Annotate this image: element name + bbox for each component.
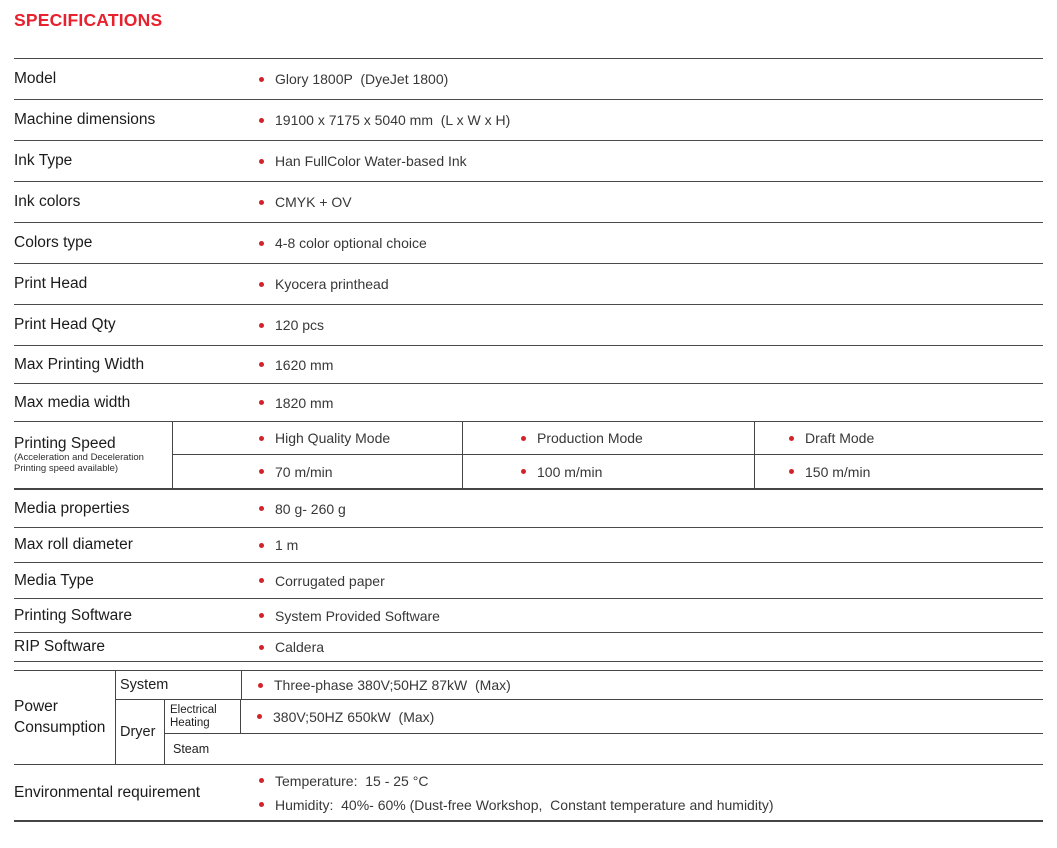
mode-label: Draft Mode xyxy=(805,430,875,446)
row-value xyxy=(259,112,510,128)
row-value xyxy=(259,537,298,553)
row-value xyxy=(259,71,448,87)
row-label: Max roll diameter xyxy=(14,536,133,553)
bullet-icon xyxy=(789,469,794,474)
table-row-printing-software xyxy=(14,599,1043,633)
table-row-model xyxy=(14,59,1043,100)
bullet-icon xyxy=(259,469,264,474)
row-value-text: 80 g- 260 g xyxy=(275,500,346,517)
electrical-heating-value: 380V;50HZ 650kW (Max) xyxy=(273,708,435,725)
table-row-ink-colors xyxy=(14,182,1043,223)
system-value-cell xyxy=(241,671,1043,699)
system-label: System xyxy=(120,677,169,693)
temperature-value: Temperature: 15 - 25 °C xyxy=(275,772,429,789)
temperature-line xyxy=(259,773,774,789)
row-value-text: Kyocera printhead xyxy=(275,276,389,292)
bullet-icon xyxy=(789,436,794,441)
table-row-max-media-width xyxy=(14,384,1043,422)
row-label: Max Printing Width xyxy=(14,355,145,373)
row-label: Max media width xyxy=(14,393,131,411)
printing-speed-grid xyxy=(172,422,1043,488)
row-label: Media properties xyxy=(14,499,130,517)
bullet-icon xyxy=(259,778,264,783)
power-system-row xyxy=(116,671,1043,700)
bullet-icon xyxy=(259,802,264,807)
mode-cell-production xyxy=(462,422,754,454)
speed-value: 150 m/min xyxy=(805,463,871,480)
printing-speed-values-row xyxy=(172,455,1043,488)
row-label: Ink Type xyxy=(14,152,73,169)
table-row-rip-software xyxy=(14,633,1043,662)
bullet-icon xyxy=(259,118,264,123)
power-consumption-grid xyxy=(115,671,1043,764)
row-value-text: System Provided Software xyxy=(275,607,440,624)
row-value xyxy=(259,608,440,624)
row-value xyxy=(259,235,427,251)
printing-speed-row xyxy=(14,422,1043,490)
table-row-max-printing-width xyxy=(14,346,1043,384)
page-title: SPECIFICATIONS xyxy=(14,10,163,30)
table-row-media-type xyxy=(14,563,1043,599)
row-value xyxy=(259,395,333,411)
speed-cell-production xyxy=(462,455,754,488)
row-value xyxy=(259,317,324,333)
bullet-icon xyxy=(521,469,526,474)
power-consumption-label: Power Consumption xyxy=(14,697,106,736)
bullet-icon xyxy=(259,400,264,405)
table-row-ink-type xyxy=(14,141,1043,182)
bullet-icon xyxy=(258,683,263,688)
row-value-text: 19100 x 7175 x 5040 mm (L x W x H) xyxy=(275,112,511,128)
bullet-icon xyxy=(259,323,264,328)
row-value xyxy=(259,573,385,589)
printing-speed-label: Printing Speed xyxy=(14,435,116,453)
row-value-text: Glory 1800P (DyeJet 1800) xyxy=(275,71,449,87)
table-row-print-head-qty xyxy=(14,305,1043,346)
row-label: Environmental requirement xyxy=(14,783,201,801)
dryer-sub-grid xyxy=(164,700,1043,764)
row-label: Print Head xyxy=(14,275,88,292)
bullet-icon xyxy=(259,613,264,618)
row-value-text: Han FullColor Water-based Ink xyxy=(275,153,467,169)
row-value-text: 120 pcs xyxy=(275,317,325,333)
power-consumption-row xyxy=(14,670,1043,765)
row-value-text: 1820 mm xyxy=(275,394,334,411)
row-value-text: Corrugated paper xyxy=(275,572,385,589)
bullet-icon xyxy=(259,200,264,205)
environmental-values xyxy=(259,773,774,813)
row-value xyxy=(259,194,352,210)
row-value xyxy=(259,357,333,373)
electrical-heating-label: Electrical Heating xyxy=(170,703,217,729)
speed-value: 70 m/min xyxy=(275,463,333,480)
row-label: Ink colors xyxy=(14,193,81,210)
table-row-print-head xyxy=(14,264,1043,305)
bullet-icon xyxy=(257,714,262,719)
electrical-heating-value-cell xyxy=(240,700,1043,733)
speed-cell-high-quality xyxy=(172,455,462,488)
speed-cell-draft xyxy=(754,455,1043,488)
row-label: Media Type xyxy=(14,571,94,589)
bullet-icon xyxy=(259,506,264,511)
table-row-machine-dimensions xyxy=(14,100,1043,141)
mode-cell-draft xyxy=(754,422,1043,454)
dryer-label: Dryer xyxy=(120,724,156,740)
bullet-icon xyxy=(259,362,264,367)
mode-cell-high-quality xyxy=(172,422,462,454)
row-label: Printing Software xyxy=(14,606,133,624)
table-row-max-roll-diameter xyxy=(14,528,1043,563)
mode-label: Production Mode xyxy=(537,430,643,446)
row-label: Model xyxy=(14,70,57,87)
bullet-icon xyxy=(259,645,264,650)
bullet-icon xyxy=(259,436,264,441)
table-row-media-properties xyxy=(14,490,1043,528)
row-value-text: 1 m xyxy=(275,537,299,553)
mode-label: High Quality Mode xyxy=(275,430,391,446)
printing-speed-sublabel: (Acceleration and Deceleration Printing speed available) xyxy=(14,452,144,474)
row-value-text: 4-8 color optional choice xyxy=(275,235,427,251)
row-value xyxy=(259,153,467,169)
row-label: Colors type xyxy=(14,234,93,251)
row-label: RIP Software xyxy=(14,638,106,655)
humidity-line xyxy=(259,797,774,813)
humidity-value: Humidity: 40%- 60% (Dust-free Workshop, Constant temperature and humidity) xyxy=(275,796,774,813)
bullet-icon xyxy=(259,282,264,287)
bullet-icon xyxy=(259,241,264,246)
row-value xyxy=(259,501,346,517)
bullet-icon xyxy=(259,77,264,82)
power-dryer-rows xyxy=(116,700,1043,764)
bullet-icon xyxy=(259,543,264,548)
row-value xyxy=(259,276,389,292)
system-value: Three-phase 380V;50HZ 87kW (Max) xyxy=(274,677,511,693)
environmental-requirement-row xyxy=(14,765,1043,822)
row-value-text: 1620 mm xyxy=(275,356,334,373)
row-value-text: Caldera xyxy=(275,639,325,655)
speed-value: 100 m/min xyxy=(537,463,603,480)
specifications-table xyxy=(14,58,1043,822)
bullet-icon xyxy=(259,578,264,583)
table-row-colors-type xyxy=(14,223,1043,264)
printing-speed-modes-row xyxy=(172,422,1043,455)
row-value xyxy=(259,639,324,655)
row-value-text: CMYK + OV xyxy=(275,194,352,210)
bullet-icon xyxy=(259,159,264,164)
row-label: Machine dimensions xyxy=(14,111,156,128)
steam-row: Steam xyxy=(173,742,210,756)
bullet-icon xyxy=(521,436,526,441)
row-label: Print Head Qty xyxy=(14,316,116,333)
electrical-heating-row xyxy=(165,700,1043,734)
printing-speed-label-cell xyxy=(14,422,172,488)
